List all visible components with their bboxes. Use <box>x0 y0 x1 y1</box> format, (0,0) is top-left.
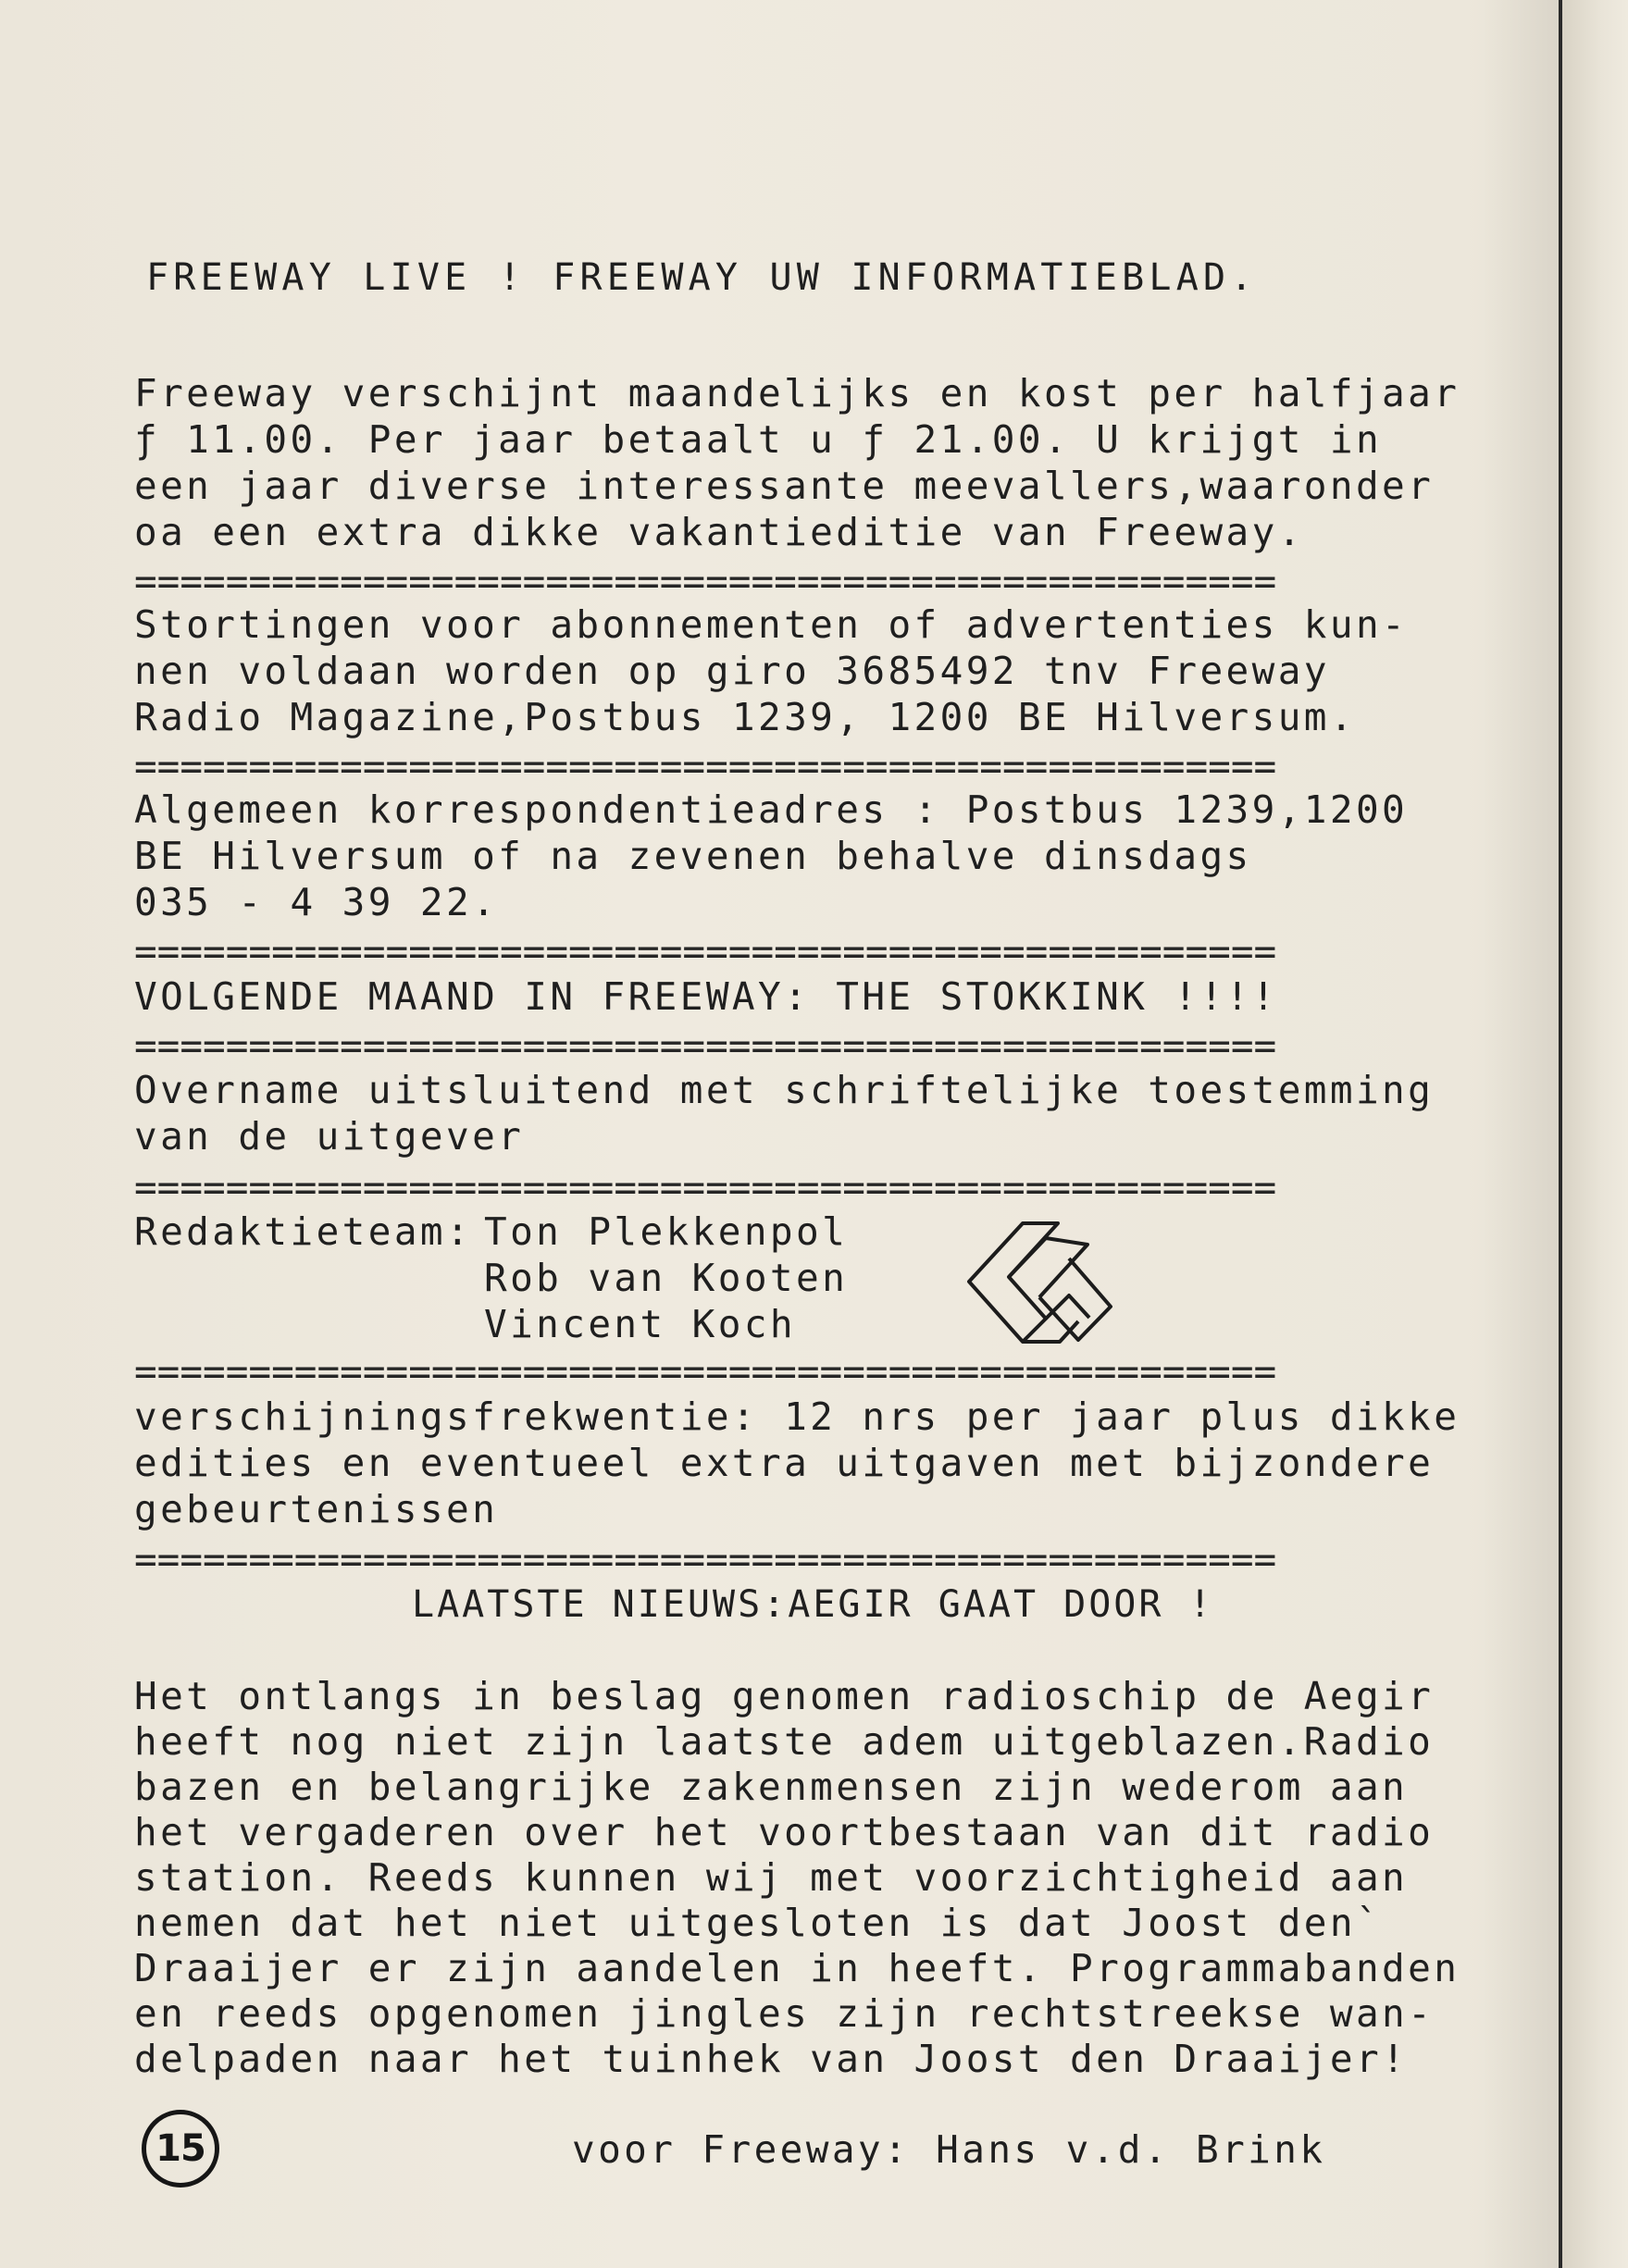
next-month-teaser: VOLGENDE MAAND IN FREEWAY: THE STOKKINK !!!! <box>134 974 1278 1019</box>
correspondence-line: BE Hilversum of na zevenen behalve dinsdags <box>134 834 1252 878</box>
separator-rule: ================================================== <box>134 1023 1277 1068</box>
editorial-team-member: Vincent Koch <box>484 1302 797 1346</box>
news-line: het vergaderen over het voortbestaan van dit radio <box>134 1810 1435 1854</box>
copyright-line: Overname uitsluitend met schriftelijke toestemming <box>134 1068 1435 1112</box>
page-shadow <box>1481 0 1559 2268</box>
news-line: Draaijer er zijn aandelen in heeft. Programmabanden <box>134 1946 1460 1990</box>
correspondence-line: Algemeen korrespondentieadres : Postbus 1239,1200 <box>134 787 1409 832</box>
freeway-logo-icon <box>958 1203 1120 1360</box>
news-line: Het ontlangs in beslag genomen radioschip de Aegir <box>134 1674 1435 1718</box>
page-number: 15 <box>142 2110 219 2187</box>
news-heading: LAATSTE NIEUWS:AEGIR GAAT DOOR ! <box>412 1583 1214 1626</box>
separator-rule: ================================================== <box>134 559 1277 603</box>
frequency-line: edities en eventueel extra uitgaven met bijzondere <box>134 1441 1435 1485</box>
separator-rule: ================================================== <box>134 744 1277 788</box>
news-signature: voor Freeway: Hans v.d. Brink <box>572 2127 1326 2172</box>
news-line: en reeds opgenomen jingles zijn rechtstreekse wan- <box>134 1991 1435 2036</box>
editorial-team-member: Ton Plekkenpol <box>484 1209 849 1254</box>
separator-rule: ================================================== <box>134 1537 1277 1581</box>
editorial-team-member: Rob van Kooten <box>484 1256 849 1300</box>
frequency-line: gebeurtenissen <box>134 1487 499 1531</box>
payments-line: Radio Magazine,Postbus 1239, 1200 BE Hilversum. <box>134 695 1356 739</box>
subscription-line: Freeway verschijnt maandelijks en kost per halfjaar <box>134 371 1460 415</box>
separator-rule: ================================================== <box>134 929 1277 973</box>
subscription-line: een jaar diverse interessante meevallers,waaronder <box>134 464 1435 508</box>
payments-line: nen voldaan worden op giro 3685492 tnv Freeway <box>134 649 1330 693</box>
separator-rule: ================================================== <box>134 1349 1277 1394</box>
news-line: bazen en belangrijke zakenmensen zijn wederom aan <box>134 1765 1409 1809</box>
page-title: FREEWAY LIVE ! FREEWAY UW INFORMATIEBLAD. <box>146 256 1258 299</box>
news-line: nemen dat het niet uitgesloten is dat Joost den` <box>134 1901 1383 1945</box>
facing-page-edge <box>1562 0 1628 2268</box>
correspondence-line: 035 - 4 39 22. <box>134 880 499 924</box>
news-line: delpaden naar het tuinhek van Joost den Draaijer! <box>134 2037 1409 2081</box>
news-line: heeft nog niet zijn laatste adem uitgeblazen.Radio <box>134 1719 1435 1764</box>
news-line: station. Reeds kunnen wij met voorzichtigheid aan <box>134 1855 1409 1900</box>
copyright-line: van de uitgever <box>134 1114 525 1159</box>
editorial-team-label: Redaktieteam: <box>134 1209 473 1254</box>
subscription-line: oa een extra dikke vakantieditie van Freeway. <box>134 510 1304 554</box>
separator-rule: ================================================== <box>134 1165 1277 1209</box>
frequency-line: verschijningsfrekwentie: 12 nrs per jaar plus dikke <box>134 1394 1460 1439</box>
subscription-line: ƒ 11.00. Per jaar betaalt u ƒ 21.00. U krijgt in <box>134 417 1383 462</box>
payments-line: Stortingen voor abonnementen of advertenties kun- <box>134 602 1409 647</box>
